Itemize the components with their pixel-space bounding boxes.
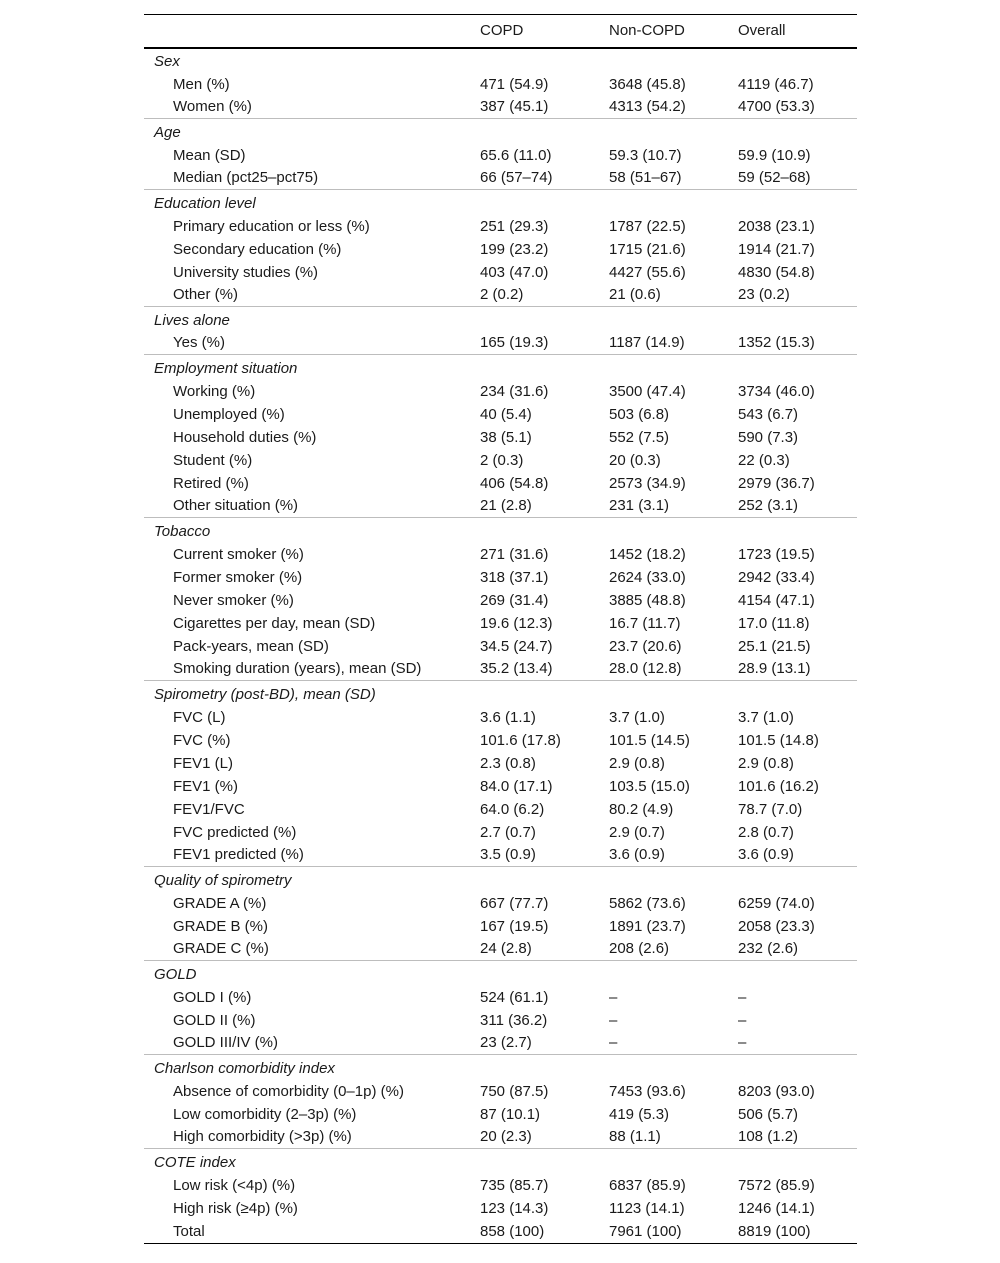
row-label: Unemployed (%) <box>173 405 285 423</box>
cell-copd: 271 (31.6) <box>480 545 549 563</box>
cell-copd: 387 (45.1) <box>480 98 549 116</box>
cell-overall: 4119 (46.7) <box>738 75 814 93</box>
cell-overall: – <box>738 1034 747 1052</box>
cell-non-copd: 1452 (18.2) <box>609 545 686 563</box>
row-label: FEV1 predicted (%) <box>173 846 304 864</box>
cell-overall: 2.8 (0.7) <box>738 823 794 841</box>
row-label: Pack-years, mean (SD) <box>173 637 329 655</box>
row-label: Other (%) <box>173 286 239 304</box>
cell-overall: 1246 (14.1) <box>738 1199 815 1217</box>
cell-non-copd: 88 (1.1) <box>609 1128 661 1146</box>
table-row <box>144 1197 857 1220</box>
row-label: Women (%) <box>173 98 252 116</box>
table-row <box>144 73 857 96</box>
section-title: COTE index <box>144 1149 857 1174</box>
table-header-row <box>144 15 857 48</box>
cell-overall: 8203 (93.0) <box>738 1082 815 1100</box>
cell-overall: 4154 (47.1) <box>738 591 815 609</box>
cell-overall: 2038 (23.1) <box>738 217 815 235</box>
cell-copd: 403 (47.0) <box>480 263 549 281</box>
table-row <box>144 495 857 518</box>
table-row <box>144 892 857 915</box>
table-row <box>144 635 857 658</box>
table-row <box>144 1220 857 1244</box>
cell-non-copd: 3.6 (0.9) <box>609 846 665 864</box>
cell-copd: 19.6 (12.3) <box>480 614 553 632</box>
row-label: FVC (L) <box>173 708 226 726</box>
row-label: Student (%) <box>173 451 253 469</box>
cell-overall: 1914 (21.7) <box>738 240 815 258</box>
cell-non-copd: – <box>609 1034 618 1052</box>
header-label-column <box>144 15 480 48</box>
cell-overall: 232 (2.6) <box>738 940 799 958</box>
cell-copd: 123 (14.3) <box>480 1199 549 1217</box>
cell-non-copd: 3500 (47.4) <box>609 382 686 400</box>
row-label: FVC (%) <box>173 731 231 749</box>
cell-non-copd: 58 (51–67) <box>609 169 682 187</box>
table-row <box>144 167 857 190</box>
section-title: Quality of spirometry <box>144 867 857 892</box>
cell-overall: 2.9 (0.8) <box>738 754 794 772</box>
cell-copd: 735 (85.7) <box>480 1176 549 1194</box>
table-row <box>144 1032 857 1055</box>
cell-copd: 311 (36.2) <box>480 1011 548 1029</box>
table-row <box>144 729 857 752</box>
section-title: Lives alone <box>144 307 857 332</box>
cell-non-copd: 2624 (33.0) <box>609 568 686 586</box>
cell-overall: 3.7 (1.0) <box>738 708 794 726</box>
section-title: Charlson comorbidity index <box>144 1055 857 1080</box>
cell-copd: 2.7 (0.7) <box>480 823 536 841</box>
table-row <box>144 472 857 495</box>
cell-non-copd: 2.9 (0.8) <box>609 754 665 772</box>
cell-non-copd: 1715 (21.6) <box>609 240 686 258</box>
row-label: Yes (%) <box>173 334 225 352</box>
section-title: Spirometry (post-BD), mean (SD) <box>144 681 857 706</box>
cell-non-copd: 6837 (85.9) <box>609 1176 686 1194</box>
table-row <box>144 543 857 566</box>
cell-non-copd: 3885 (48.8) <box>609 591 686 609</box>
table-row <box>144 798 857 821</box>
cell-copd: 21 (2.8) <box>480 497 532 515</box>
cell-non-copd: 20 (0.3) <box>609 451 661 469</box>
cell-overall: 7572 (85.9) <box>738 1176 815 1194</box>
cell-overall: 78.7 (7.0) <box>738 800 803 818</box>
row-label: Secondary education (%) <box>173 240 342 258</box>
cell-overall: 1352 (15.3) <box>738 334 815 352</box>
row-label: Primary education or less (%) <box>173 217 370 235</box>
row-label: GRADE A (%) <box>173 894 267 912</box>
row-label: Household duties (%) <box>173 428 317 446</box>
cell-copd: 87 (10.1) <box>480 1105 541 1123</box>
section-header-tobacco <box>144 518 857 543</box>
row-label: GOLD II (%) <box>173 1011 256 1029</box>
cell-non-copd: 2.9 (0.7) <box>609 823 665 841</box>
row-label: Median (pct25–pct75) <box>173 169 319 187</box>
cell-overall: 4700 (53.3) <box>738 98 815 116</box>
table-row <box>144 915 857 938</box>
cell-copd: 234 (31.6) <box>480 382 549 400</box>
table-row <box>144 566 857 589</box>
cell-copd: 101.6 (17.8) <box>480 731 561 749</box>
section-header-quality-of-spirometry <box>144 867 857 892</box>
cell-copd: 165 (19.3) <box>480 334 549 352</box>
row-label: Men (%) <box>173 75 230 93</box>
cell-copd: 64.0 (6.2) <box>480 800 545 818</box>
cell-overall: 59.9 (10.9) <box>738 146 811 164</box>
table-row <box>144 284 857 307</box>
cell-non-copd: 3648 (45.8) <box>609 75 686 93</box>
cell-copd: 3.6 (1.1) <box>480 708 536 726</box>
section-header-employment-situation <box>144 355 857 380</box>
row-label: High comorbidity (>3p) (%) <box>173 1128 352 1146</box>
cell-overall: 2979 (36.7) <box>738 474 815 492</box>
table-row <box>144 403 857 426</box>
cell-overall: 2942 (33.4) <box>738 568 815 586</box>
table-row <box>144 612 857 635</box>
cell-non-copd: 7453 (93.6) <box>609 1082 686 1100</box>
cell-overall: 101.5 (14.8) <box>738 731 819 749</box>
cell-overall: 17.0 (11.8) <box>738 614 810 632</box>
cell-non-copd: – <box>609 1011 618 1029</box>
cell-copd: 167 (19.5) <box>480 917 549 935</box>
row-label: Never smoker (%) <box>173 591 294 609</box>
row-label: FEV1 (%) <box>173 777 239 795</box>
section-header-lives-alone <box>144 307 857 332</box>
table-row <box>144 844 857 867</box>
row-label: Total <box>144 1220 480 1244</box>
table-row <box>144 986 857 1009</box>
cell-non-copd: 21 (0.6) <box>609 286 661 304</box>
cell-copd: 2 (0.2) <box>480 286 524 304</box>
cell-non-copd: 101.5 (14.5) <box>609 731 690 749</box>
row-label: High risk (≥4p) (%) <box>173 1199 298 1217</box>
cell-overall: 101.6 (16.2) <box>738 777 819 795</box>
table-row <box>144 449 857 472</box>
cell-copd: 750 (87.5) <box>480 1082 549 1100</box>
header-overall: Overall <box>738 15 857 48</box>
table-row <box>144 215 857 238</box>
cell-copd: 251 (29.3) <box>480 217 549 235</box>
cell-overall: 2058 (23.3) <box>738 917 815 935</box>
row-label: GOLD III/IV (%) <box>173 1034 279 1052</box>
cell-overall: 22 (0.3) <box>738 451 790 469</box>
section-header-cote-index <box>144 1149 857 1174</box>
cell-non-copd: 5862 (73.6) <box>609 894 686 912</box>
cell-non-copd: 552 (7.5) <box>609 428 670 446</box>
row-label: Other situation (%) <box>173 497 299 515</box>
cell-non-copd: 503 (6.8) <box>609 405 670 423</box>
cell-non-copd: 208 (2.6) <box>609 940 670 958</box>
header-copd: COPD <box>480 15 609 48</box>
table-row <box>144 775 857 798</box>
section-title: Sex <box>154 53 180 70</box>
table-row <box>144 380 857 403</box>
row-label: Former smoker (%) <box>173 568 303 586</box>
cell-copd: 269 (31.4) <box>480 591 549 609</box>
header-non-copd: Non-COPD <box>609 15 738 48</box>
cell-non-copd: 28.0 (12.8) <box>609 660 682 678</box>
row-label: FVC predicted (%) <box>173 823 297 841</box>
cell-copd: 2.3 (0.8) <box>480 754 536 772</box>
section-title: Tobacco <box>144 518 857 543</box>
row-label: FEV1/FVC <box>173 800 245 818</box>
cell-overall: – <box>738 1011 747 1029</box>
section-header-age <box>144 119 857 144</box>
table-row <box>144 1103 857 1126</box>
table-row <box>144 1080 857 1103</box>
section-title: GOLD <box>144 961 857 986</box>
cell-copd: 524 (61.1) <box>480 988 549 1006</box>
table-row <box>144 658 857 681</box>
section-header-charlson-comorbidity-index <box>144 1055 857 1080</box>
table-row <box>144 752 857 775</box>
cell-overall: 28.9 (13.1) <box>738 660 811 678</box>
table-row <box>144 706 857 729</box>
cell-non-copd: 3.7 (1.0) <box>609 708 665 726</box>
cell-overall: 3734 (46.0) <box>738 382 815 400</box>
cell-non-copd: 419 (5.3) <box>609 1105 670 1123</box>
table-row <box>144 96 857 119</box>
table-row <box>144 261 857 284</box>
table-row <box>144 589 857 612</box>
cell-non-copd: 2573 (34.9) <box>609 474 686 492</box>
row-label: GRADE B (%) <box>173 917 269 935</box>
cell-overall: 108 (1.2) <box>738 1128 799 1146</box>
cell-copd: 24 (2.8) <box>480 940 532 958</box>
cell-copd: 35.2 (13.4) <box>480 660 553 678</box>
table-row <box>144 1126 857 1149</box>
cell-copd: 34.5 (24.7) <box>480 637 553 655</box>
cell-non-copd: 80.2 (4.9) <box>609 800 674 818</box>
cell-non-copd: 23.7 (20.6) <box>609 637 682 655</box>
cell-non-copd: 59.3 (10.7) <box>609 146 682 164</box>
table-row <box>144 144 857 167</box>
row-label: Current smoker (%) <box>173 545 304 563</box>
cell-copd: 66 (57–74) <box>480 169 553 187</box>
cell-overall: 543 (6.7) <box>738 405 799 423</box>
characteristics-table-container <box>144 14 857 1244</box>
row-label: Mean (SD) <box>173 146 246 164</box>
cell-overall: 590 (7.3) <box>738 428 799 446</box>
cell-non-copd: 1891 (23.7) <box>609 917 686 935</box>
cell-copd: 2 (0.3) <box>480 451 524 469</box>
cell-non-copd: 1787 (22.5) <box>609 217 686 235</box>
cell-non-copd: 103.5 (15.0) <box>609 777 690 795</box>
characteristics-table <box>144 14 857 1244</box>
table-row <box>144 426 857 449</box>
table-row <box>144 238 857 261</box>
cell-copd: 23 (2.7) <box>480 1034 532 1052</box>
section-title: Age <box>144 119 857 144</box>
cell-non-copd: 7961 (100) <box>609 1220 738 1244</box>
row-label: Retired (%) <box>173 474 249 492</box>
table-row <box>144 821 857 844</box>
cell-overall: 25.1 (21.5) <box>738 637 811 655</box>
table-row <box>144 1174 857 1197</box>
cell-overall: 506 (5.7) <box>738 1105 799 1123</box>
section-header-sex <box>144 48 857 73</box>
cell-overall: – <box>738 988 747 1006</box>
row-label: Low comorbidity (2–3p) (%) <box>173 1105 357 1123</box>
cell-non-copd: 1187 (14.9) <box>609 334 685 352</box>
cell-overall: 23 (0.2) <box>738 286 790 304</box>
section-title: Employment situation <box>144 355 857 380</box>
cell-non-copd: 4313 (54.2) <box>609 98 686 116</box>
section-header-spirometry-post-bd-mean-sd <box>144 681 857 706</box>
section-title: Education level <box>144 190 857 215</box>
row-label: Absence of comorbidity (0–1p) (%) <box>173 1082 404 1100</box>
table-body <box>144 48 857 1244</box>
cell-copd: 3.5 (0.9) <box>480 846 536 864</box>
row-label: FEV1 (L) <box>173 754 234 772</box>
cell-copd: 199 (23.2) <box>480 240 549 258</box>
table-row <box>144 332 857 355</box>
cell-overall: 6259 (74.0) <box>738 894 815 912</box>
cell-overall: 4830 (54.8) <box>738 263 815 281</box>
cell-copd: 65.6 (11.0) <box>480 146 552 164</box>
row-label: Smoking duration (years), mean (SD) <box>173 660 422 678</box>
cell-overall: 1723 (19.5) <box>738 545 815 563</box>
cell-overall: 59 (52–68) <box>738 169 811 187</box>
cell-non-copd: – <box>609 988 618 1006</box>
row-label: University studies (%) <box>173 263 319 281</box>
cell-copd: 471 (54.9) <box>480 75 549 93</box>
cell-overall: 3.6 (0.9) <box>738 846 794 864</box>
cell-copd: 20 (2.3) <box>480 1128 532 1146</box>
row-label: Working (%) <box>173 382 256 400</box>
table-row <box>144 938 857 961</box>
section-header-gold <box>144 961 857 986</box>
cell-copd: 318 (37.1) <box>480 568 549 586</box>
cell-non-copd: 16.7 (11.7) <box>609 614 681 632</box>
cell-non-copd: 4427 (55.6) <box>609 263 686 281</box>
cell-overall: 8819 (100) <box>738 1220 857 1244</box>
cell-copd: 667 (77.7) <box>480 894 549 912</box>
cell-overall: 252 (3.1) <box>738 497 799 515</box>
row-label: GRADE C (%) <box>173 940 269 958</box>
cell-non-copd: 231 (3.1) <box>609 497 670 515</box>
cell-copd: 84.0 (17.1) <box>480 777 553 795</box>
table-row <box>144 1009 857 1032</box>
cell-non-copd: 1123 (14.1) <box>609 1199 685 1217</box>
cell-copd: 40 (5.4) <box>480 405 532 423</box>
cell-copd: 38 (5.1) <box>480 428 532 446</box>
cell-copd: 858 (100) <box>480 1220 609 1244</box>
row-label: Cigarettes per day, mean (SD) <box>173 614 376 632</box>
row-label: GOLD I (%) <box>173 988 252 1006</box>
row-label: Low risk (<4p) (%) <box>173 1176 296 1194</box>
cell-copd: 406 (54.8) <box>480 474 549 492</box>
section-header-education-level <box>144 190 857 215</box>
